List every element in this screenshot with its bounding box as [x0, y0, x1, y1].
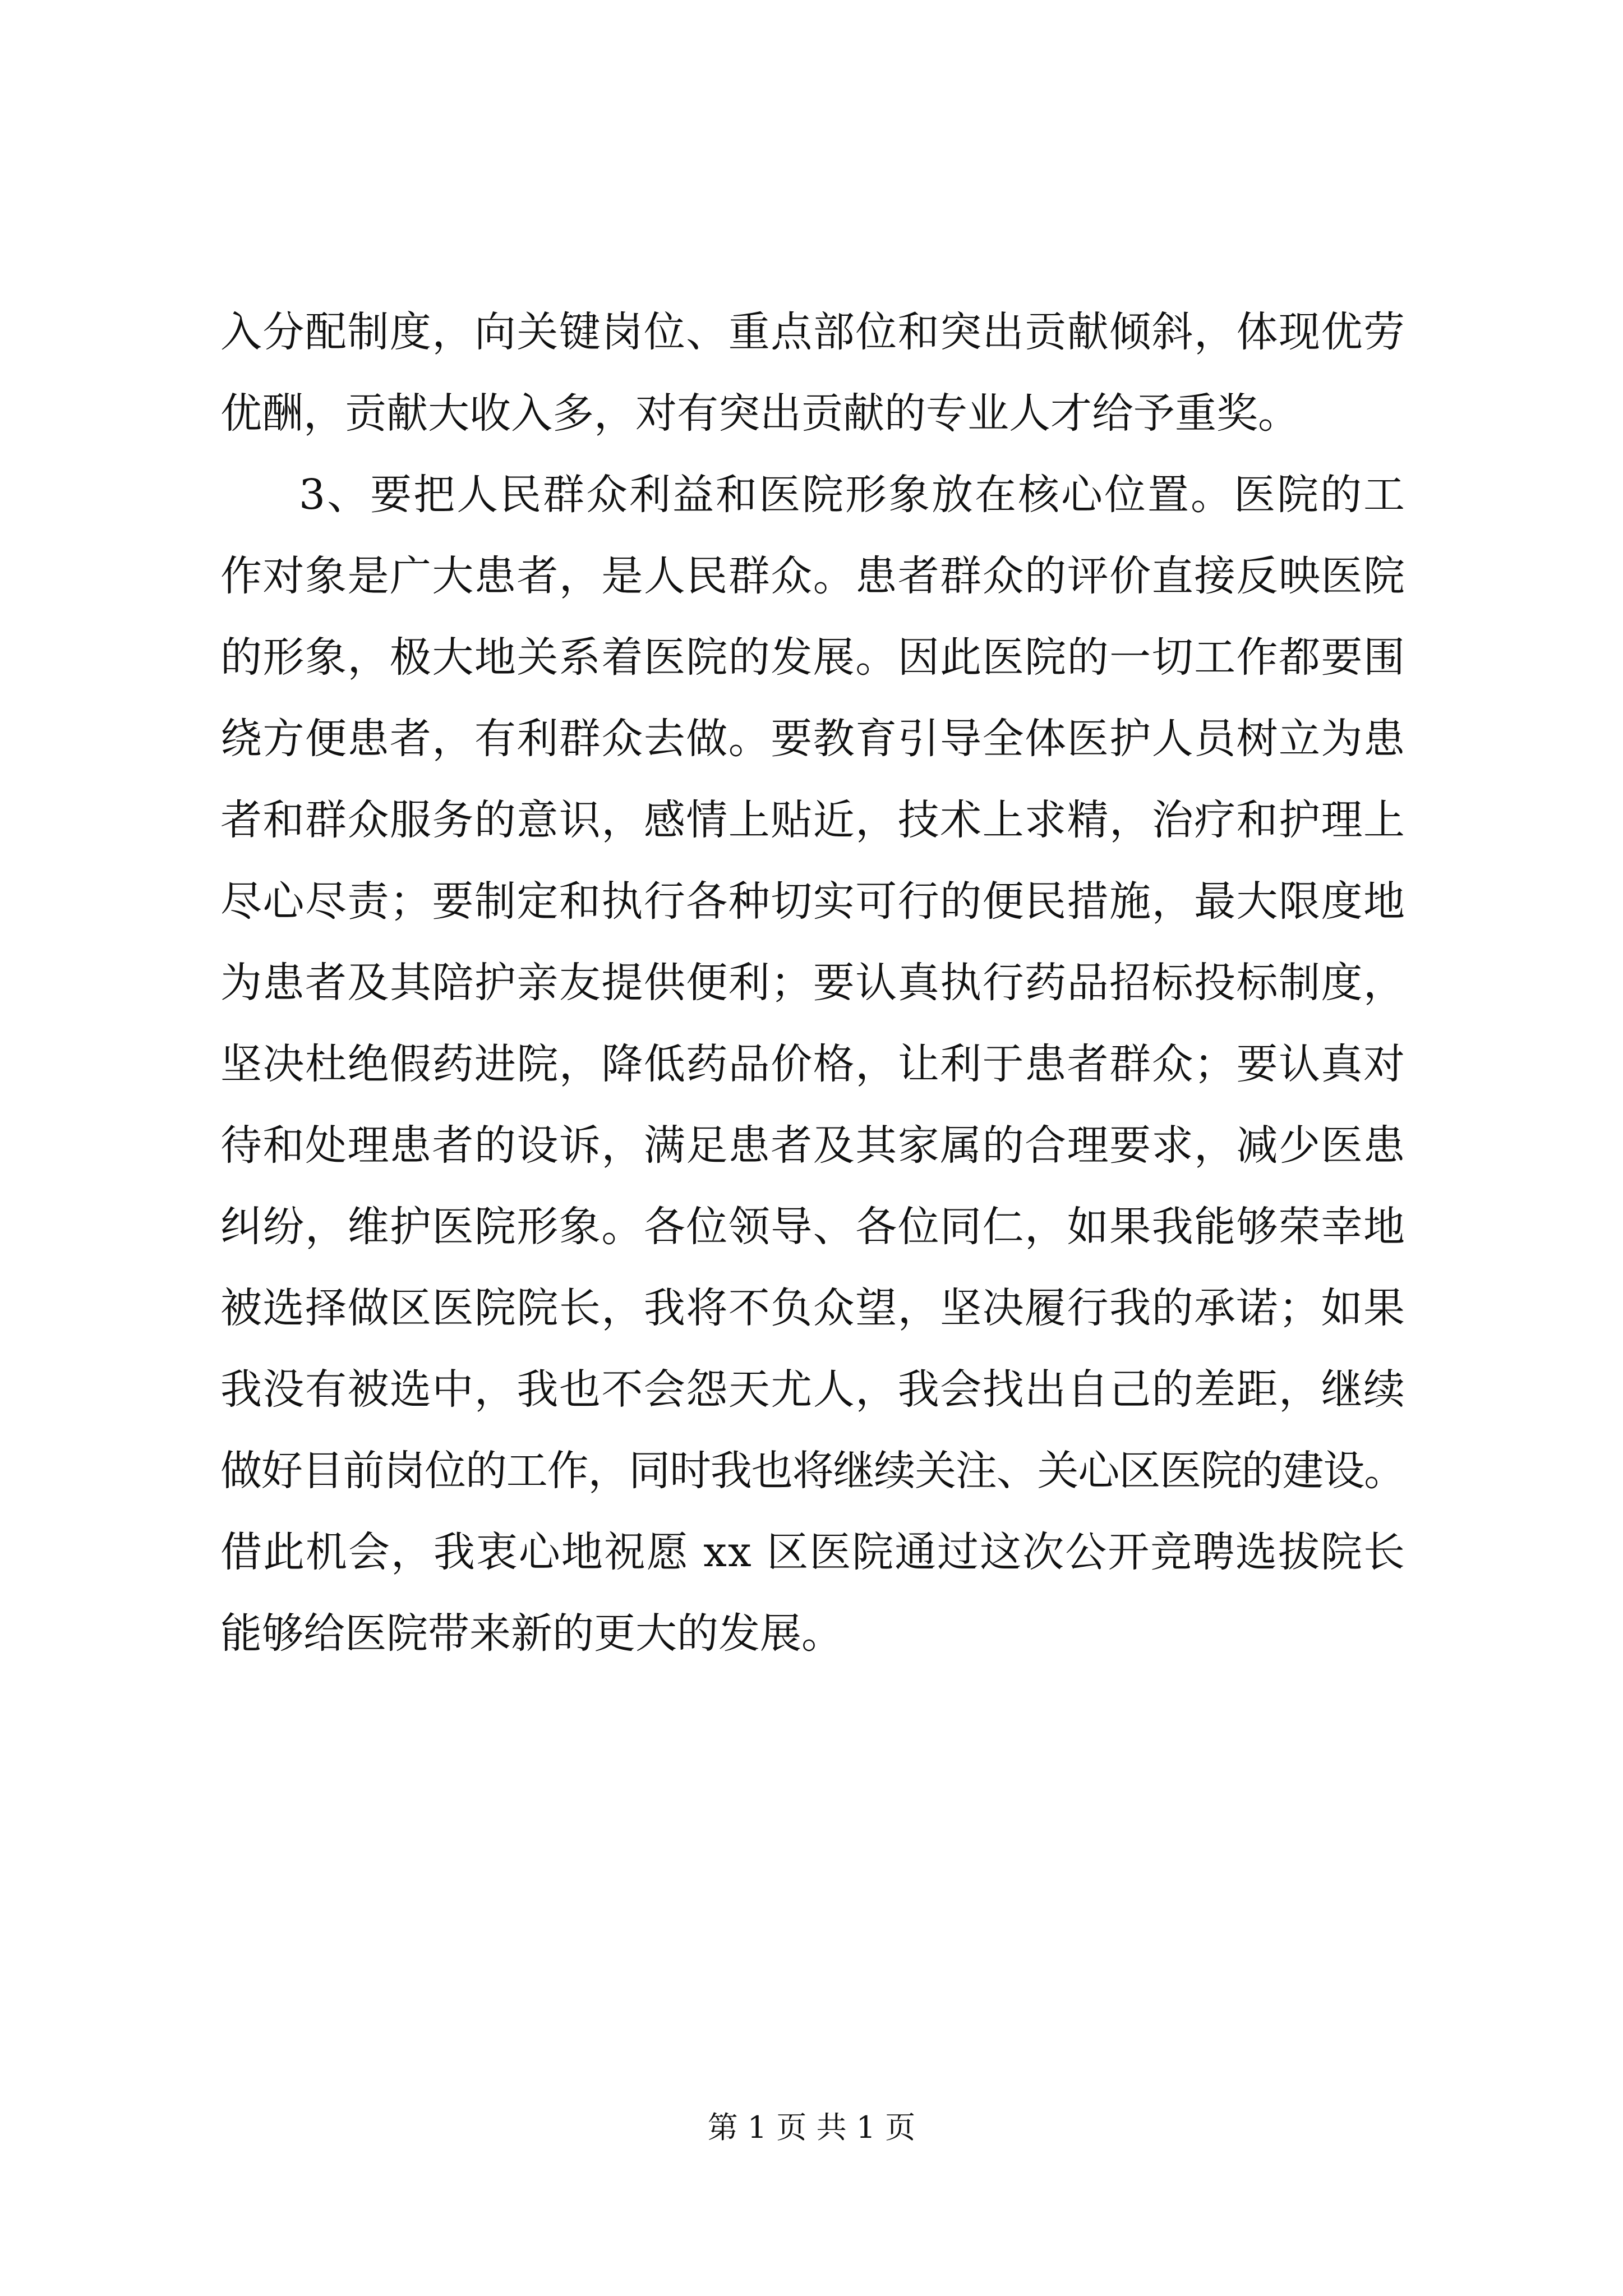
text-line: 我没有被选中，我也不会怨天尤人，我会找出自己的差距，继续: [220, 1365, 1406, 1414]
text-line: 为患者及其陪护亲友提供便利；要认真执行药品招标投标制度，: [220, 959, 1406, 1007]
text-line: 被选择做区医院院长，我将不负众望，坚决履行我的承诺；如果: [220, 1284, 1406, 1332]
text-line: 3、要把人民群众利益和医院形象放在核心位置。医院的工: [299, 471, 1407, 519]
text-line: 能够给医院带来新的更大的发展。: [220, 1609, 843, 1658]
page-number-footer: 第 1 页 共 1 页: [707, 2110, 916, 2145]
text-line: 的形象，极大地关系着医院的发展。因此医院的一切工作都要围: [220, 633, 1406, 682]
text-line: 优酬，贡献大收入多，对有突出贡献的专业人才给予重奖。: [220, 389, 1299, 438]
text-line: 者和群众服务的意识，感情上贴近，技术上求精，治疗和护理上: [220, 796, 1406, 844]
text-line: 做好目前岗位的工作，同时我也将继续关注、关心区医院的建设。: [220, 1447, 1405, 1495]
text-line: 待和处理患者的设诉，满足患者及其家属的合理要求，减少医患: [220, 1121, 1406, 1170]
text-line: 作对象是广大患者，是人民群众。患者群众的评价直接反映医院: [220, 552, 1406, 600]
text-line: 尽心尽责；要制定和执行各种切实可行的便民措施，最大限度地: [220, 877, 1406, 926]
text-line: 坚决杜绝假药进院，降低药品价格，让利于患者群众；要认真对: [220, 1040, 1406, 1088]
text-line: 入分配制度，向关键岗位、重点部位和突出贡献倾斜，体现优劳: [220, 308, 1406, 356]
text-line: 借此机会，我衷心地祝愿 xx 区医院通过这次公开竞聘选拔院长: [220, 1528, 1406, 1576]
text-line: 纠纷，维护医院形象。各位领导、各位同仁，如果我能够荣幸地: [220, 1203, 1406, 1251]
document-body: [220, 292, 1405, 1674]
text-line: 绕方便患者，有利群众去做。要教育引导全体医护人员树立为患: [220, 715, 1406, 763]
